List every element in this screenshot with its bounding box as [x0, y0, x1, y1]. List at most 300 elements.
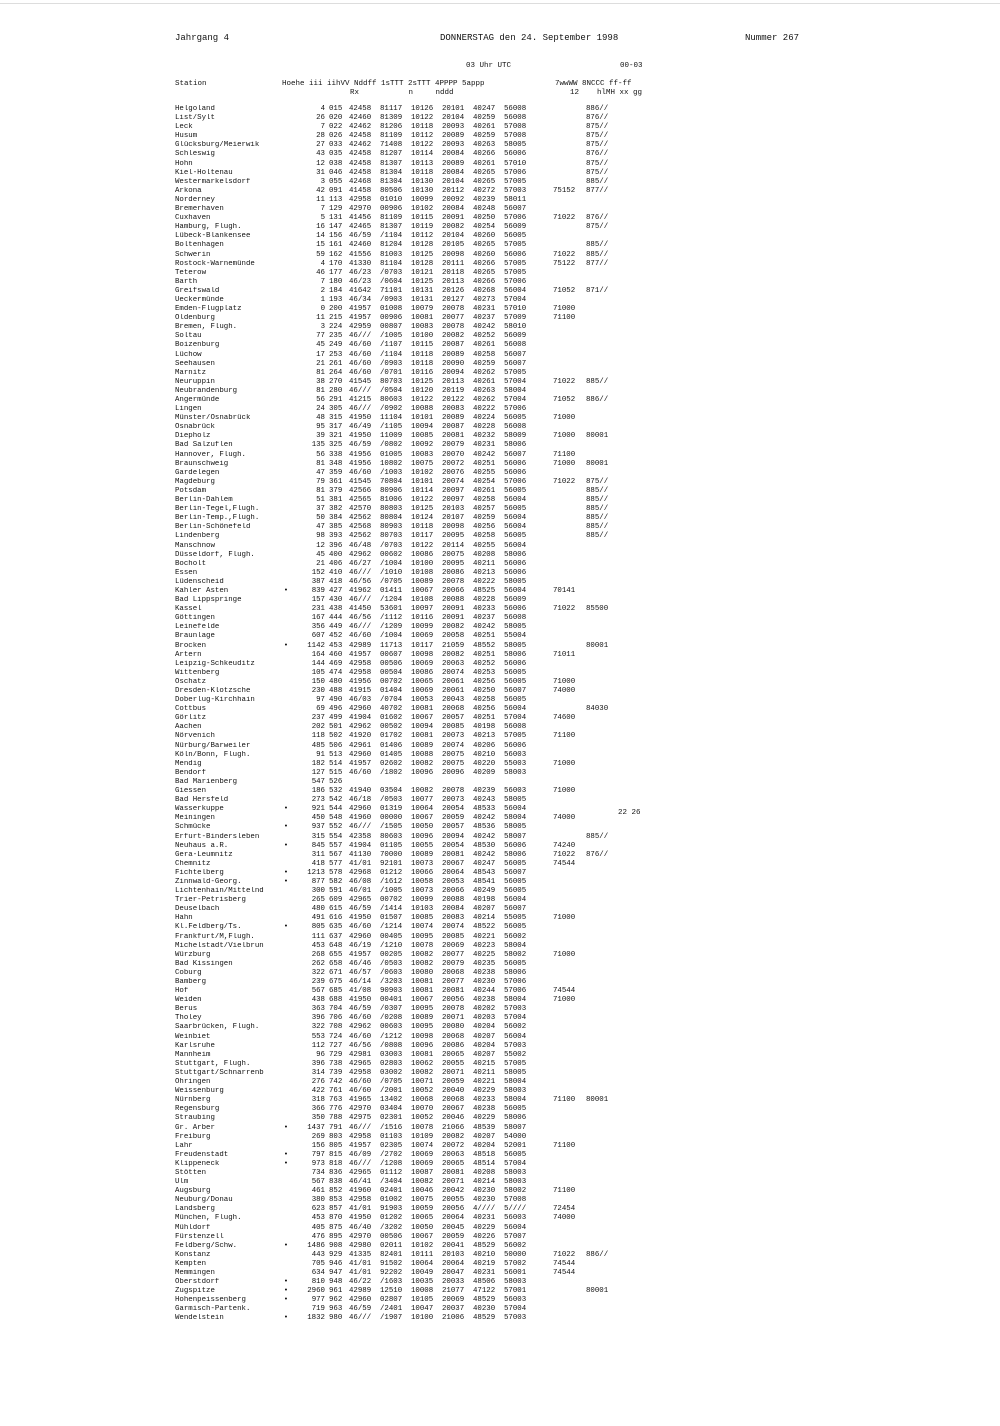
cell-n: Oldenburg — [175, 314, 215, 323]
cell-a: 46/60 — [349, 1087, 372, 1096]
cell-n: Fürstenzell — [175, 1232, 224, 1241]
cell-n: Bad Kissingen — [175, 959, 233, 968]
cell-b: /1104 — [380, 350, 403, 359]
cell-h: 734 — [311, 1168, 325, 1177]
cell-b: /1414 — [380, 905, 403, 914]
cell-a: 41642 — [349, 286, 372, 295]
cell-d: 20089 — [442, 159, 465, 168]
cell-a: 46/57 — [349, 968, 372, 977]
cell-f: 58004 — [504, 996, 527, 1005]
cell-h: 42 — [316, 186, 325, 195]
cell-c: 10092 — [411, 441, 434, 450]
cell-m: • — [283, 641, 289, 650]
cell-e: 40224 — [473, 414, 496, 423]
cell-e: 40207 — [473, 905, 496, 914]
table-row — [175, 496, 695, 505]
cell-h: 485 — [311, 741, 325, 750]
cell-h: 2 — [320, 286, 325, 295]
cell-c: 10081 — [411, 1050, 434, 1059]
cell-a: 41940 — [349, 787, 372, 796]
cell-d: 20091 — [442, 214, 465, 223]
cell-a: 42568 — [349, 523, 372, 532]
cell-a: 42458 — [349, 168, 372, 177]
cell-n: Regensburg — [175, 1105, 220, 1114]
cell-d: 20093 — [442, 141, 465, 150]
table-row — [175, 414, 695, 423]
cell-n: Barth — [175, 277, 198, 286]
cell-d: 20064 — [442, 1214, 465, 1223]
cell-c: 10115 — [411, 341, 434, 350]
cell-i: 515 — [329, 768, 343, 777]
table-row — [175, 351, 695, 360]
cell-i: 908 — [329, 1241, 343, 1250]
table-row — [175, 323, 695, 332]
cell-b: /1104 — [380, 232, 403, 241]
cell-a: 41956 — [349, 459, 372, 468]
cell-h: 1437 — [307, 1123, 325, 1132]
cell-a: 41456 — [349, 214, 372, 223]
cell-h: 202 — [311, 723, 325, 732]
cell-a: 42960 — [349, 750, 372, 759]
table-row — [175, 314, 695, 323]
table-row — [175, 1014, 695, 1023]
cell-x: 885// — [586, 532, 609, 541]
cell-a: 42970 — [349, 1232, 372, 1241]
cell-n: Tholey — [175, 1014, 202, 1023]
cell-f: 5//// — [504, 1205, 527, 1214]
table-row — [175, 1214, 695, 1223]
cell-f: 58005 — [504, 823, 527, 832]
cell-b: /0903 — [380, 295, 403, 304]
cell-c: 10096 — [411, 768, 434, 777]
cell-a: 41915 — [349, 687, 372, 695]
cell-i: 557 — [329, 841, 343, 850]
cell-w: 71100 — [553, 1187, 576, 1196]
table-row — [175, 569, 695, 578]
cell-a: 42570 — [349, 505, 372, 514]
cell-e: 40242 — [473, 623, 496, 632]
cell-a: 46/60 — [349, 350, 372, 359]
cell-a: 42460 — [349, 241, 372, 250]
cell-c: 10125 — [411, 505, 434, 514]
cell-d: 20078 — [442, 305, 465, 314]
cell-d: 20072 — [442, 1141, 465, 1150]
cell-c: 10035 — [411, 1278, 434, 1287]
table-row — [175, 214, 695, 223]
cell-x: 876// — [586, 214, 609, 223]
cell-n: Gardelegen — [175, 468, 220, 477]
cell-d: 20086 — [442, 568, 465, 577]
cell-f: 57004 — [504, 1014, 527, 1023]
cell-c: 10071 — [411, 1078, 434, 1087]
cell-d: 20097 — [442, 486, 465, 495]
cell-i: 542 — [329, 796, 343, 805]
table-row — [175, 578, 695, 587]
cell-x: 875// — [586, 159, 609, 168]
cell-e: 40204 — [473, 1141, 496, 1150]
cell-n: Karlsruhe — [175, 1041, 215, 1050]
cell-n: Leipzig-Schkeuditz — [175, 659, 255, 668]
cell-i: 382 — [329, 505, 343, 514]
cell-i: 727 — [329, 1041, 343, 1050]
cell-h: 156 — [311, 1141, 325, 1150]
cell-a: 42959 — [349, 323, 372, 332]
cell-c: 10058 — [411, 877, 434, 886]
cell-d: 20084 — [442, 205, 465, 214]
cell-h: 380 — [311, 1196, 325, 1205]
table-row — [175, 842, 695, 851]
observation-time: 03 Uhr UTC — [466, 62, 512, 70]
cell-i: 161 — [329, 241, 343, 250]
cell-h: 77 — [316, 332, 325, 341]
cell-n: Husum — [175, 132, 198, 141]
cell-e: 40233 — [473, 605, 496, 614]
cell-h: 118 — [311, 732, 325, 741]
cell-f: 56006 — [504, 605, 527, 614]
cell-x: 80001 — [586, 1287, 609, 1296]
cell-d: 21066 — [442, 1123, 465, 1132]
cell-w: 71100 — [553, 314, 576, 323]
cell-i: 469 — [329, 659, 343, 668]
cell-i: 147 — [329, 223, 343, 232]
cell-a: 41965 — [349, 1096, 372, 1105]
table-row — [175, 532, 695, 541]
cell-d: 20119 — [442, 386, 465, 395]
cell-f: 58005 — [504, 623, 527, 632]
table-row — [175, 1023, 695, 1032]
cell-c: 10114 — [411, 486, 434, 495]
cell-h: 453 — [311, 941, 325, 950]
cell-f: 58005 — [504, 141, 527, 150]
cell-e: 40258 — [473, 350, 496, 359]
cell-c: 10131 — [411, 286, 434, 295]
cell-a: 41957 — [349, 759, 372, 768]
cell-b: 11104 — [380, 414, 403, 423]
cell-e: 40237 — [473, 314, 496, 323]
cell-d: 20104 — [442, 232, 465, 241]
cell-i: 180 — [329, 277, 343, 286]
cell-e: 40255 — [473, 541, 496, 550]
cell-e: 40210 — [473, 750, 496, 759]
cell-n: Lindenberg — [175, 532, 220, 541]
cell-m: • — [283, 877, 289, 886]
cell-a: 46/60 — [349, 1014, 372, 1023]
cell-b: /1214 — [380, 923, 403, 932]
cell-a: 46/// — [349, 386, 372, 395]
cell-a: 46/59 — [349, 905, 372, 914]
cell-n: Mühldorf — [175, 1223, 211, 1232]
cell-i: 895 — [329, 1232, 343, 1241]
cell-c: 10131 — [411, 295, 434, 304]
cell-i: 406 — [329, 559, 343, 568]
cell-n: Gera-Leumnitz — [175, 850, 233, 859]
cell-d: 20056 — [442, 1205, 465, 1214]
table-row — [175, 523, 695, 532]
cell-c: 10108 — [411, 596, 434, 605]
cell-i: 438 — [329, 605, 343, 614]
cell-n: Essen — [175, 568, 198, 577]
cell-e: 40249 — [473, 887, 496, 896]
cell-c: 10073 — [411, 887, 434, 896]
cell-c: 10074 — [411, 923, 434, 932]
cell-a: 46/41 — [349, 1178, 372, 1187]
cell-e: 40268 — [473, 286, 496, 295]
cell-c: 10117 — [411, 532, 434, 541]
cell-i: 460 — [329, 650, 343, 659]
table-row — [175, 305, 695, 314]
cell-c: 10118 — [411, 168, 434, 177]
cell-x: 875// — [586, 477, 609, 486]
cell-b: 81104 — [380, 259, 403, 268]
cell-h: 7 — [320, 277, 325, 286]
cell-i: 474 — [329, 668, 343, 677]
cell-e: 40198 — [473, 723, 496, 732]
cell-e: 48533 — [473, 805, 496, 814]
cell-h: 152 — [311, 568, 325, 577]
cell-e: 40233 — [473, 1096, 496, 1105]
cell-h: 937 — [311, 823, 325, 832]
cell-w: 71052 — [553, 286, 576, 295]
cell-b: 81307 — [380, 159, 403, 168]
cell-n: Münster/Osnabrück — [175, 414, 251, 423]
cell-f: 56005 — [504, 532, 527, 541]
cell-a: 46/46 — [349, 959, 372, 968]
cell-n: Berlin-Schönefeld — [175, 523, 251, 532]
table-row — [175, 514, 695, 523]
cell-c: 10089 — [411, 577, 434, 586]
cell-i: 177 — [329, 268, 343, 277]
cell-i: 685 — [329, 987, 343, 996]
table-row — [175, 160, 695, 169]
cell-f: 56005 — [504, 696, 527, 705]
cell-h: 1 — [320, 295, 325, 304]
cell-a: 41957 — [349, 305, 372, 314]
cell-h: 31 — [316, 168, 325, 177]
cell-d: 20064 — [442, 1259, 465, 1268]
table-row — [175, 705, 695, 714]
cell-i: 055 — [329, 177, 343, 186]
cell-b: 01010 — [380, 195, 403, 204]
cell-i: 675 — [329, 978, 343, 986]
table-row — [175, 642, 695, 651]
cell-f: 58006 — [504, 441, 527, 450]
cell-w: 71000 — [553, 677, 576, 686]
cell-e: 40209 — [473, 768, 496, 777]
cell-h: 480 — [311, 905, 325, 914]
cell-h: 12 — [316, 541, 325, 550]
cell-e: 40207 — [473, 1032, 496, 1041]
cell-n: Cuxhaven — [175, 214, 211, 223]
cell-f: 56005 — [504, 486, 527, 495]
table-row — [175, 732, 695, 741]
cell-f: 56005 — [504, 959, 527, 968]
table-row — [175, 1296, 695, 1305]
cell-e: 40250 — [473, 214, 496, 223]
cell-n: Wendelstein — [175, 1314, 224, 1323]
cell-a: 41950 — [349, 1214, 372, 1223]
cell-e: 48530 — [473, 841, 496, 850]
cell-n: Lahr — [175, 1141, 193, 1150]
cell-e: 40198 — [473, 896, 496, 905]
cell-i: 499 — [329, 714, 343, 723]
cell-f: 56009 — [504, 223, 527, 232]
table-row — [175, 696, 695, 705]
table-row — [175, 187, 695, 196]
cell-f: 56007 — [504, 868, 527, 877]
cell-n: Mendig — [175, 759, 202, 768]
cell-n: Landsberg — [175, 1205, 215, 1214]
cell-i: 501 — [329, 723, 343, 732]
cell-a: 42458 — [349, 150, 372, 159]
cell-n: Berlin-Temp.,Flugh. — [175, 514, 260, 523]
cell-i: 452 — [329, 632, 343, 641]
cell-x: 871// — [586, 286, 609, 295]
cell-i: 502 — [329, 732, 343, 741]
cell-i: 291 — [329, 396, 343, 404]
cell-n: Düsseldorf, Flugh. — [175, 550, 255, 559]
cell-b: /1505 — [380, 823, 403, 832]
cell-b: 02602 — [380, 759, 403, 768]
cell-i: 418 — [329, 577, 343, 586]
cell-c: 10117 — [411, 641, 434, 650]
cell-n: Öhringen — [175, 1078, 211, 1087]
cell-h: 56 — [316, 396, 325, 404]
cell-m: • — [283, 1123, 289, 1132]
cell-c: 10125 — [411, 250, 434, 259]
cell-n: Kiel-Holtenau — [175, 168, 233, 177]
cell-c: 10130 — [411, 186, 434, 195]
cell-b: /1112 — [380, 614, 403, 623]
table-row — [175, 1142, 695, 1151]
cell-w: 71022 — [553, 850, 576, 859]
cell-i: 532 — [329, 787, 343, 796]
cell-e: 40213 — [473, 568, 496, 577]
table-row — [175, 678, 695, 687]
cell-h: 719 — [311, 1305, 325, 1314]
cell-h: 311 — [311, 850, 325, 859]
cell-a: 46/// — [349, 1123, 372, 1132]
cell-f: 56006 — [504, 459, 527, 468]
cell-e: 40256 — [473, 523, 496, 532]
cell-i: 496 — [329, 705, 343, 714]
table-row — [175, 669, 695, 678]
cell-h: 356 — [311, 623, 325, 632]
cell-d: 20082 — [442, 623, 465, 632]
cell-i: 035 — [329, 150, 343, 159]
cell-h: 797 — [311, 1150, 325, 1159]
cell-i: 200 — [329, 305, 343, 314]
cell-a: 42562 — [349, 514, 372, 523]
cell-n: Michelstadt/Vielbrun — [175, 941, 264, 950]
cell-d: 20094 — [442, 368, 465, 377]
cell-b: 80703 — [380, 532, 403, 541]
cell-e: 40208 — [473, 550, 496, 559]
cell-c: 10078 — [411, 941, 434, 950]
cell-c: 10082 — [411, 759, 434, 768]
cell-h: 239 — [311, 978, 325, 986]
cell-f: 58006 — [504, 550, 527, 559]
cell-h: 17 — [316, 350, 325, 359]
cell-h: 366 — [311, 1105, 325, 1114]
cell-h: 182 — [311, 759, 325, 768]
cell-a: 41956 — [349, 677, 372, 686]
cell-e: 40251 — [473, 632, 496, 641]
table-row — [175, 587, 695, 596]
cell-c: 10085 — [411, 432, 434, 441]
cell-x: 886// — [586, 1250, 609, 1259]
cell-h: 461 — [311, 1187, 325, 1196]
cell-x: 885// — [586, 486, 609, 495]
cell-n: Giessen — [175, 787, 207, 796]
cell-b: 11713 — [380, 641, 403, 650]
cell-h: 5 — [320, 214, 325, 223]
cell-c: 10073 — [411, 859, 434, 868]
cell-f: 56001 — [504, 1269, 527, 1277]
cell-w: 74000 — [553, 1214, 576, 1223]
table-row — [175, 933, 695, 942]
issue-date: DONNERSTAG den 24. September 1998 — [440, 33, 619, 43]
cell-h: 634 — [311, 1269, 325, 1277]
cell-i: 427 — [329, 586, 343, 595]
cell-f: 56008 — [504, 614, 527, 623]
table-row — [175, 996, 695, 1005]
cell-f: 57006 — [504, 277, 527, 286]
cell-f: 57003 — [504, 1314, 527, 1323]
cell-f: 58006 — [504, 850, 527, 859]
cell-a: 41330 — [349, 259, 372, 268]
cell-d: 20078 — [442, 1005, 465, 1014]
cell-h: 12 — [316, 159, 325, 168]
cell-n: Weinbiet — [175, 1032, 211, 1041]
cell-w: 75122 — [553, 259, 576, 268]
cell-d: 20071 — [442, 1178, 465, 1187]
table-row — [175, 942, 695, 951]
cell-d: 20064 — [442, 868, 465, 877]
cell-i: 396 — [329, 541, 343, 550]
cell-a: 42958 — [349, 659, 372, 668]
cell-e: 40222 — [473, 577, 496, 586]
cell-f: 56004 — [504, 1223, 527, 1232]
cell-e: 40229 — [473, 1223, 496, 1232]
table-row — [175, 896, 695, 905]
cell-i: 815 — [329, 1150, 343, 1159]
cell-c: 10049 — [411, 1269, 434, 1277]
cell-x: 875// — [586, 123, 609, 132]
cell-d: 20045 — [442, 1223, 465, 1232]
cell-c: 10097 — [411, 605, 434, 614]
cell-n: Rostock-Warnemünde — [175, 259, 255, 268]
cell-c: 10067 — [411, 1232, 434, 1241]
cell-m: • — [283, 868, 289, 877]
cell-d: 20081 — [442, 987, 465, 996]
cell-c: 10088 — [411, 405, 434, 414]
cell-h: 4 — [320, 259, 325, 268]
cell-f: 56008 — [504, 723, 527, 732]
cell-n: Wasserkuppe — [175, 805, 224, 814]
cell-w: 71000 — [553, 432, 576, 441]
cell-b: /0703 — [380, 268, 403, 277]
cell-c: 10115 — [411, 214, 434, 223]
cell-b: 40702 — [380, 705, 403, 714]
cell-c: 10089 — [411, 741, 434, 750]
cell-d: 20037 — [442, 1305, 465, 1314]
cell-e: 40263 — [473, 141, 496, 150]
cell-a: 42975 — [349, 1114, 372, 1123]
cell-e: 40252 — [473, 332, 496, 341]
cell-e: 40259 — [473, 132, 496, 141]
cell-h: 350 — [311, 1114, 325, 1123]
cell-n: Magdeburg — [175, 477, 215, 486]
